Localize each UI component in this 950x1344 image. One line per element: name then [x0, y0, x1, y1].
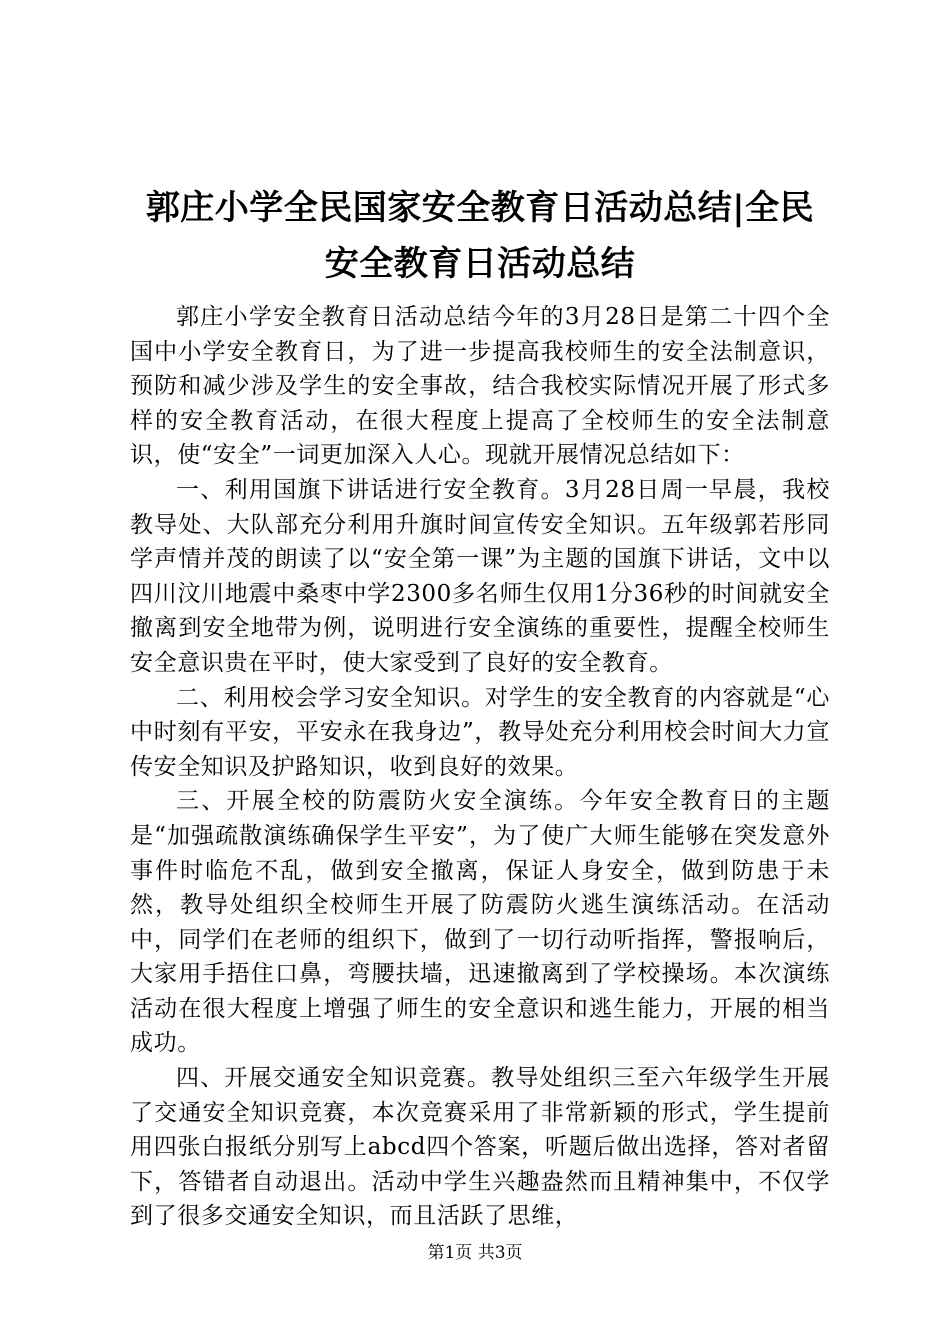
document-body: [130, 300, 830, 1234]
paragraph-school-assembly: 二、利用校会学习安全知识。对学生的安全教育的内容就是“心中时刻有平安，平安永在我身边”，教导处充分利用校会时间大力宣传安全知识及护路知识，收到良好的效果。: [130, 684, 830, 780]
document-page: [130, 180, 830, 1234]
title-line-1: 郭庄小学全民国家安全教育日活动总结|全民: [145, 188, 815, 228]
document-title: [130, 180, 830, 292]
paragraph-traffic-quiz: 四、开展交通安全知识竞赛。教导处组织三至六年级学生开展了交通安全知识竞赛，本次竞赛采用了非常新颖的形式，学生提前用四张白报纸分别写上abcd四个答案，听题后做出选择，答对者留下，答错者自动退出。活动中学生兴趣盎然而且精神集中，不仅学到了很多交通安全知识，而且活跃了思维，: [130, 1065, 830, 1230]
paragraph-flag-speech: 一、利用国旗下讲话进行安全教育。3月28日周一早晨，我校教导处、大队部充分利用升旗时间宣传安全知识。五年级郭若彤同学声情并茂的朗读了以“安全第一课”为主题的国旗下讲话，文中以四川汶川地震中桑枣中学2300多名师生仅用1分36秒的时间就安全撤离到安全地带为例，说明进行安全演练的重要性，提醒全校师生安全意识贵在平时，使大家受到了良好的安全教育。: [130, 476, 830, 676]
page-footer: 第1页 共3页: [427, 1243, 523, 1263]
paragraph-drill: 三、开展全校的防震防火安全演练。今年安全教育日的主题是“加强疏散演练确保学生平安”，为了使广大师生能够在突发意外事件时临危不乱，做到安全撤离，保证人身安全，做到防患于未然，教导处组织全校师生开展了防震防火逃生演练活动。在活动中，同学们在老师的组织下，做到了一切行动听指挥，警报响后，大家用手捂住口鼻，弯腰扶墙，迅速撤离到了学校操场。本次演练活动在很大程度上增强了师生的安全意识和逃生能力，开展的相当成功。: [130, 788, 830, 1057]
paragraph-intro: 郭庄小学安全教育日活动总结今年的3月28日是第二十四个全国中小学安全教育日，为了进一步提高我校师生的安全法制意识，预防和减少涉及学生的安全事故，结合我校实际情况开展了形式多样的安全教育活动，在很大程度上提高了全校师生的安全法制意识，使“安全”一词更加深入人心。现就开展情况总结如下：: [130, 304, 830, 469]
title-line-2: 安全教育日活动总结: [324, 244, 636, 284]
